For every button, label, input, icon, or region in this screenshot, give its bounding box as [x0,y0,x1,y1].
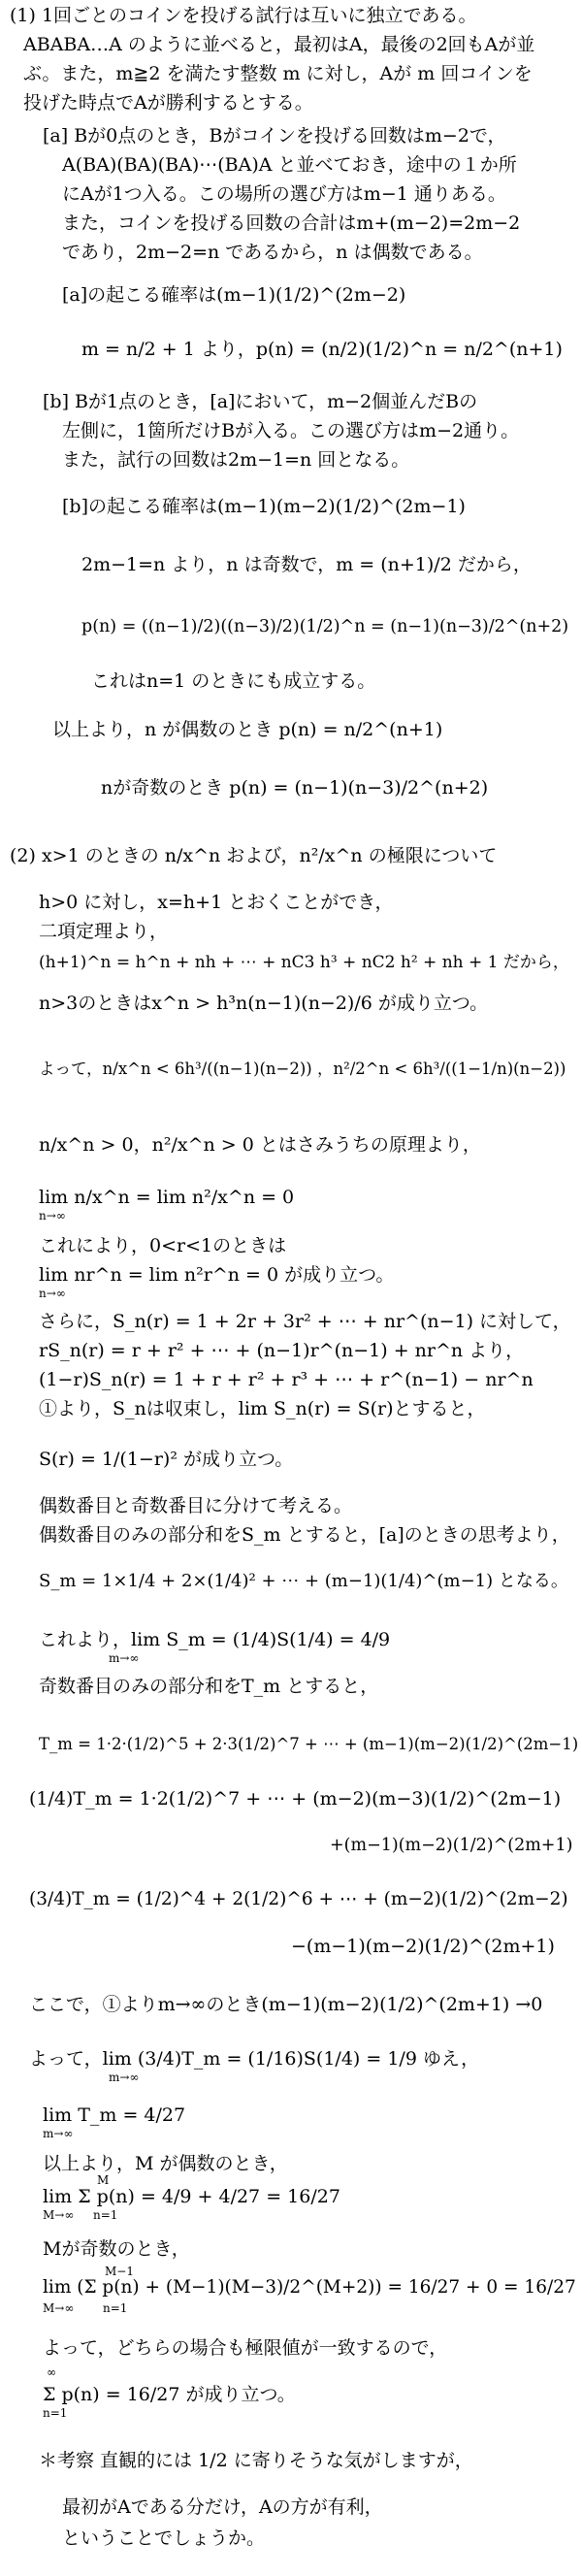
s2-line-22: +(m−1)(m−2)(1/2)^(2m+1) [330,1836,573,1855]
remark-0: ＊考察 直観的には 1/2 に寄りそうな気がしますが， [39,2450,473,2471]
lim-subscript-m-2: m→∞ [109,2071,140,2084]
case-b-1: 左側に，1箇所だけBが入る。この選び方はm−2通り。 [62,420,520,441]
s2-line-25: ここで，①よりm→∞のとき(m−1)(m−2)(1/2)^(2m+1) →0 [29,1994,543,2015]
s2-line-3: (h+1)^n = h^n + nh + ⋯ + nC3 h³ + nC2 h² + nh + 1 だから， [39,953,569,972]
s2-line-8: これにより，0<r<1のときは [39,1235,287,1256]
s2-line-4: n>3のときはx^n > h³n(n−1)(n−2)/6 が成り立つ。 [39,993,489,1014]
sum-upper-1: M [97,2173,110,2187]
s1-intro-2: ぶ。また，m≧2 を満たす整数 m に対し，Aが m 回コインを [23,63,533,84]
case-b-5: p(n) = ((n−1)/2)((n−3)/2)(1/2)^n = (n−1)(n−3)/2^(n+2) [81,617,569,636]
s2-line-13: ①より，S_nは収束し，lim S_n(r) = S(r)とすると， [39,1398,486,1419]
lim-subscript-M-1: M→∞ [43,2208,75,2222]
conclusion-odd: nが奇数のとき p(n) = (n−1)(n−3)/2^(n+2) [101,777,489,799]
lim-subscript-M-2: M→∞ [43,2301,75,2315]
s1-intro-1: ABABA…A のように並べると，最初はA，最後の2回もAが並 [23,34,535,55]
s2-line-20: T_m = 1·2·(1/2)^5 + 2·3(1/2)^7 + ⋯ + (m−1)(m−2)(1/2)^(2m−1) [39,1735,579,1753]
s2-line-32: よって，どちらの場合も極限値が一致するので， [43,2337,448,2359]
s2-line-18: これより，lim S_m = (1/4)S(1/4) = 4/9 [39,1629,391,1650]
s2-line-10: さらに，S_n(r) = 1 + 2r + 3r² + ⋯ + nr^(n−1) に対して， [39,1311,571,1332]
s2-line-2: 二項定理より， [39,921,169,942]
lim-subscript-m-3: m→∞ [43,2127,74,2140]
lim-subscript-m-1: m→∞ [109,1651,140,1665]
s2-line-28: 以上より，M が偶数のとき， [43,2153,288,2174]
s2-line-31: lim (Σ p(n) + (M−1)(M−3)/2^(M+2)) = 16/27 + 0 = 16/27 [43,2277,576,2298]
s1-intro-0: (1) 1回ごとのコインを投げる試行は互いに独立である。 [10,5,477,26]
s2-line-11: rS_n(r) = r + r² + ⋯ + (n−1)r^(n−1) + nr^n より， [39,1340,525,1361]
s2-line-6: n/x^n > 0，n²/x^n > 0 とはさみうちの原理より， [39,1134,481,1156]
s2-line-23: (3/4)T_m = (1/2)^4 + 2(1/2)^6 + ⋯ + (m−2)(1/2)^(2m−2) [29,1889,568,1909]
s2-line-21: (1/4)T_m = 1·2(1/2)^7 + ⋯ + (m−2)(m−3)(1/2)^(2m−1) [29,1788,562,1810]
sum-upper-3: ∞ [47,2365,56,2379]
s2-line-14: S(r) = 1/(1−r)² が成り立つ。 [39,1449,294,1470]
sum-lower-2: n=1 [103,2301,128,2315]
case-b-3: [b]の起こる確率は(m−1)(m−2)(1/2)^(2m−1) [62,496,466,517]
lim-subscript-1: n→∞ [39,1209,66,1223]
s2-line-7: lim n/x^n = lim n²/x^n = 0 [39,1187,295,1208]
case-a-6: m = n/2 + 1 より，p(n) = (n/2)(1/2)^n = n/2^(n+1) [81,339,563,360]
s2-line-27: lim T_m = 4/27 [43,2104,186,2126]
case-a-4: であり，2m−2=n であるから，n は偶数である。 [62,242,483,263]
sum-lower-3: n=1 [43,2406,68,2420]
s2-line-24: −(m−1)(m−2)(1/2)^(2m+1) [291,1936,555,1957]
case-b-2: また，試行の回数は2m−1=n 回となる。 [62,449,410,471]
s2-line-1: h>0 に対し，x=h+1 とおくことができ， [39,892,394,913]
sum-upper-2: M−1 [105,2265,134,2278]
s2-line-33: Σ p(n) = 16/27 が成り立つ。 [43,2384,296,2405]
case-a-1: A(BA)(BA)(BA)⋯(BA)A と並べておき，途中の１か所 [62,154,517,176]
s2-line-17: S_m = 1×1/4 + 2×(1/4)² + ⋯ + (m−1)(1/4)^(m−1) となる。 [39,1571,568,1591]
s2-line-9: lim nr^n = lim n²r^n = 0 が成り立つ。 [39,1264,395,1286]
case-a-5: [a]の起こる確率は(m−1)(1/2)^(2m−2) [62,284,406,306]
s2-line-29: lim Σ p(n) = 4/9 + 4/27 = 16/27 [43,2186,340,2207]
s2-line-15: 偶数番目と奇数番目に分けて考える。 [39,1495,353,1516]
s2-line-19: 奇数番目のみの部分和をT_m とすると， [39,1676,379,1697]
remark-2: ということでしょうか。 [62,2527,266,2549]
case-b-4: 2m−1=n より，n は奇数で，m = (n+1)/2 だから， [81,554,532,575]
conclusion-even: 以上より，n が偶数のとき p(n) = n/2^(n+1) [52,719,443,740]
case-a-0: [a] Bが0点のとき，Bがコインを投げる回数はm−2で， [43,125,506,147]
s2-line-0: (2) x>1 のときの n/x^n および，n²/x^n の極限について [10,845,498,866]
case-b-0: [b] Bが1点のとき，[a]において，m−2個並んだBの [43,391,478,412]
sum-lower-1: n=1 [93,2208,118,2222]
case-a-2: にAが1つ入る。この場所の選び方はm−1 通りある。 [62,183,506,205]
s2-line-5: よって，n/x^n < 6h³/((n−1)(n−2)) ，n²/2^n < 6h³/((1−1/n)(n−2)) [39,1060,566,1078]
case-b-6: これはn=1 のときにも成立する。 [91,670,376,692]
s2-line-12: (1−r)S_n(r) = 1 + r + r² + r³ + ⋯ + r^(n−1) − nr^n [39,1369,534,1390]
remark-1: 最初がAである分だけ，Aの方が有利， [62,2496,383,2518]
s2-line-30: Mが奇数のとき， [43,2238,190,2260]
lim-subscript-2: n→∞ [39,1287,66,1300]
s2-line-26: よって，lim (3/4)T_m = (1/16)S(1/4) = 1/9 ゆえ， [29,2048,480,2070]
s2-line-16: 偶数番目のみの部分和をS_m とすると，[a]のときの思考より， [39,1524,570,1546]
s1-intro-3: 投げた時点でAが勝利するとする。 [23,92,313,114]
case-a-3: また，コインを投げる回数の合計はm+(m−2)=2m−2 [62,212,521,234]
